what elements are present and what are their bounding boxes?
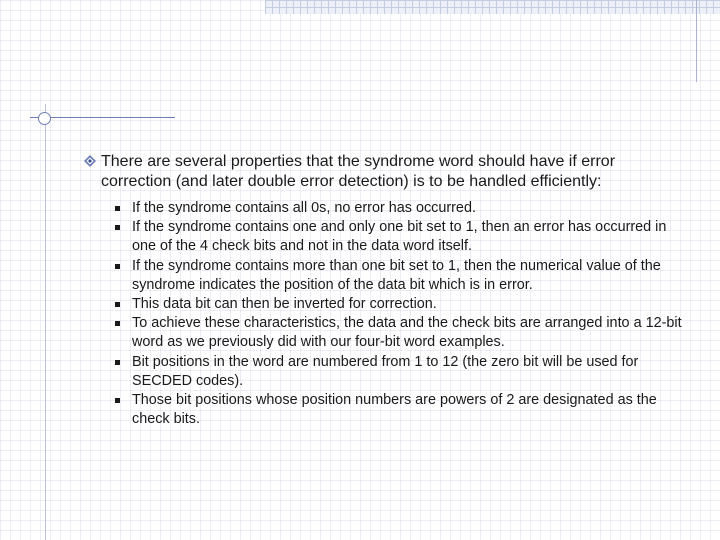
decorative-circle bbox=[38, 112, 51, 125]
decorative-horizontal-line bbox=[30, 117, 175, 118]
square-bullet-icon bbox=[115, 225, 120, 230]
sub-point-item bbox=[115, 314, 684, 352]
main-point-text: There are several properties that the syndrome word should have if error correction (and later double error detection) is to be handled efficiently: bbox=[101, 153, 616, 190]
sub-point-text: This data bit can then be inverted for correction. bbox=[132, 296, 437, 313]
diamond-icon bbox=[84, 155, 96, 167]
sub-point-item bbox=[115, 295, 684, 314]
sub-point-text: Bit positions in the word are numbered from 1 to 12 (the zero bit will be used for SECDED codes). bbox=[132, 353, 639, 389]
corner-grid-decoration bbox=[265, 0, 720, 14]
square-bullet-icon bbox=[115, 264, 120, 269]
sub-point-item bbox=[115, 199, 684, 218]
sub-point-text: If the syndrome contains all 0s, no error has occurred. bbox=[132, 200, 476, 216]
sub-point-text: If the syndrome contains one and only one bit set to 1, then an error has occurred in one of the 4 check bits and not in the data word itself. bbox=[132, 219, 667, 255]
slide-content bbox=[84, 152, 684, 429]
decorative-vertical-line bbox=[45, 104, 46, 540]
sub-point-item bbox=[115, 218, 684, 256]
sub-point-item bbox=[115, 353, 684, 391]
corner-vertical-line bbox=[696, 0, 697, 82]
sub-point-text: To achieve these characteristics, the data and the check bits are arranged into a 12-bit word as we previously did with our four-bit word examples. bbox=[132, 315, 682, 351]
sub-point-item bbox=[115, 257, 684, 295]
sub-point-text: If the syndrome contains more than one bit set to 1, then the numerical value of the syndrome indicates the position of the data bit which is in error. bbox=[132, 257, 661, 293]
sub-point-list bbox=[84, 199, 684, 429]
sub-point-item bbox=[115, 391, 684, 429]
square-bullet-icon bbox=[115, 206, 120, 211]
sub-point-text: Those bit positions whose position numbers are powers of 2 are designated as the check bits. bbox=[132, 392, 657, 428]
square-bullet-icon bbox=[115, 321, 120, 326]
main-bullet-point bbox=[84, 152, 684, 191]
square-bullet-icon bbox=[115, 302, 120, 307]
square-bullet-icon bbox=[115, 360, 120, 365]
square-bullet-icon bbox=[115, 398, 120, 403]
